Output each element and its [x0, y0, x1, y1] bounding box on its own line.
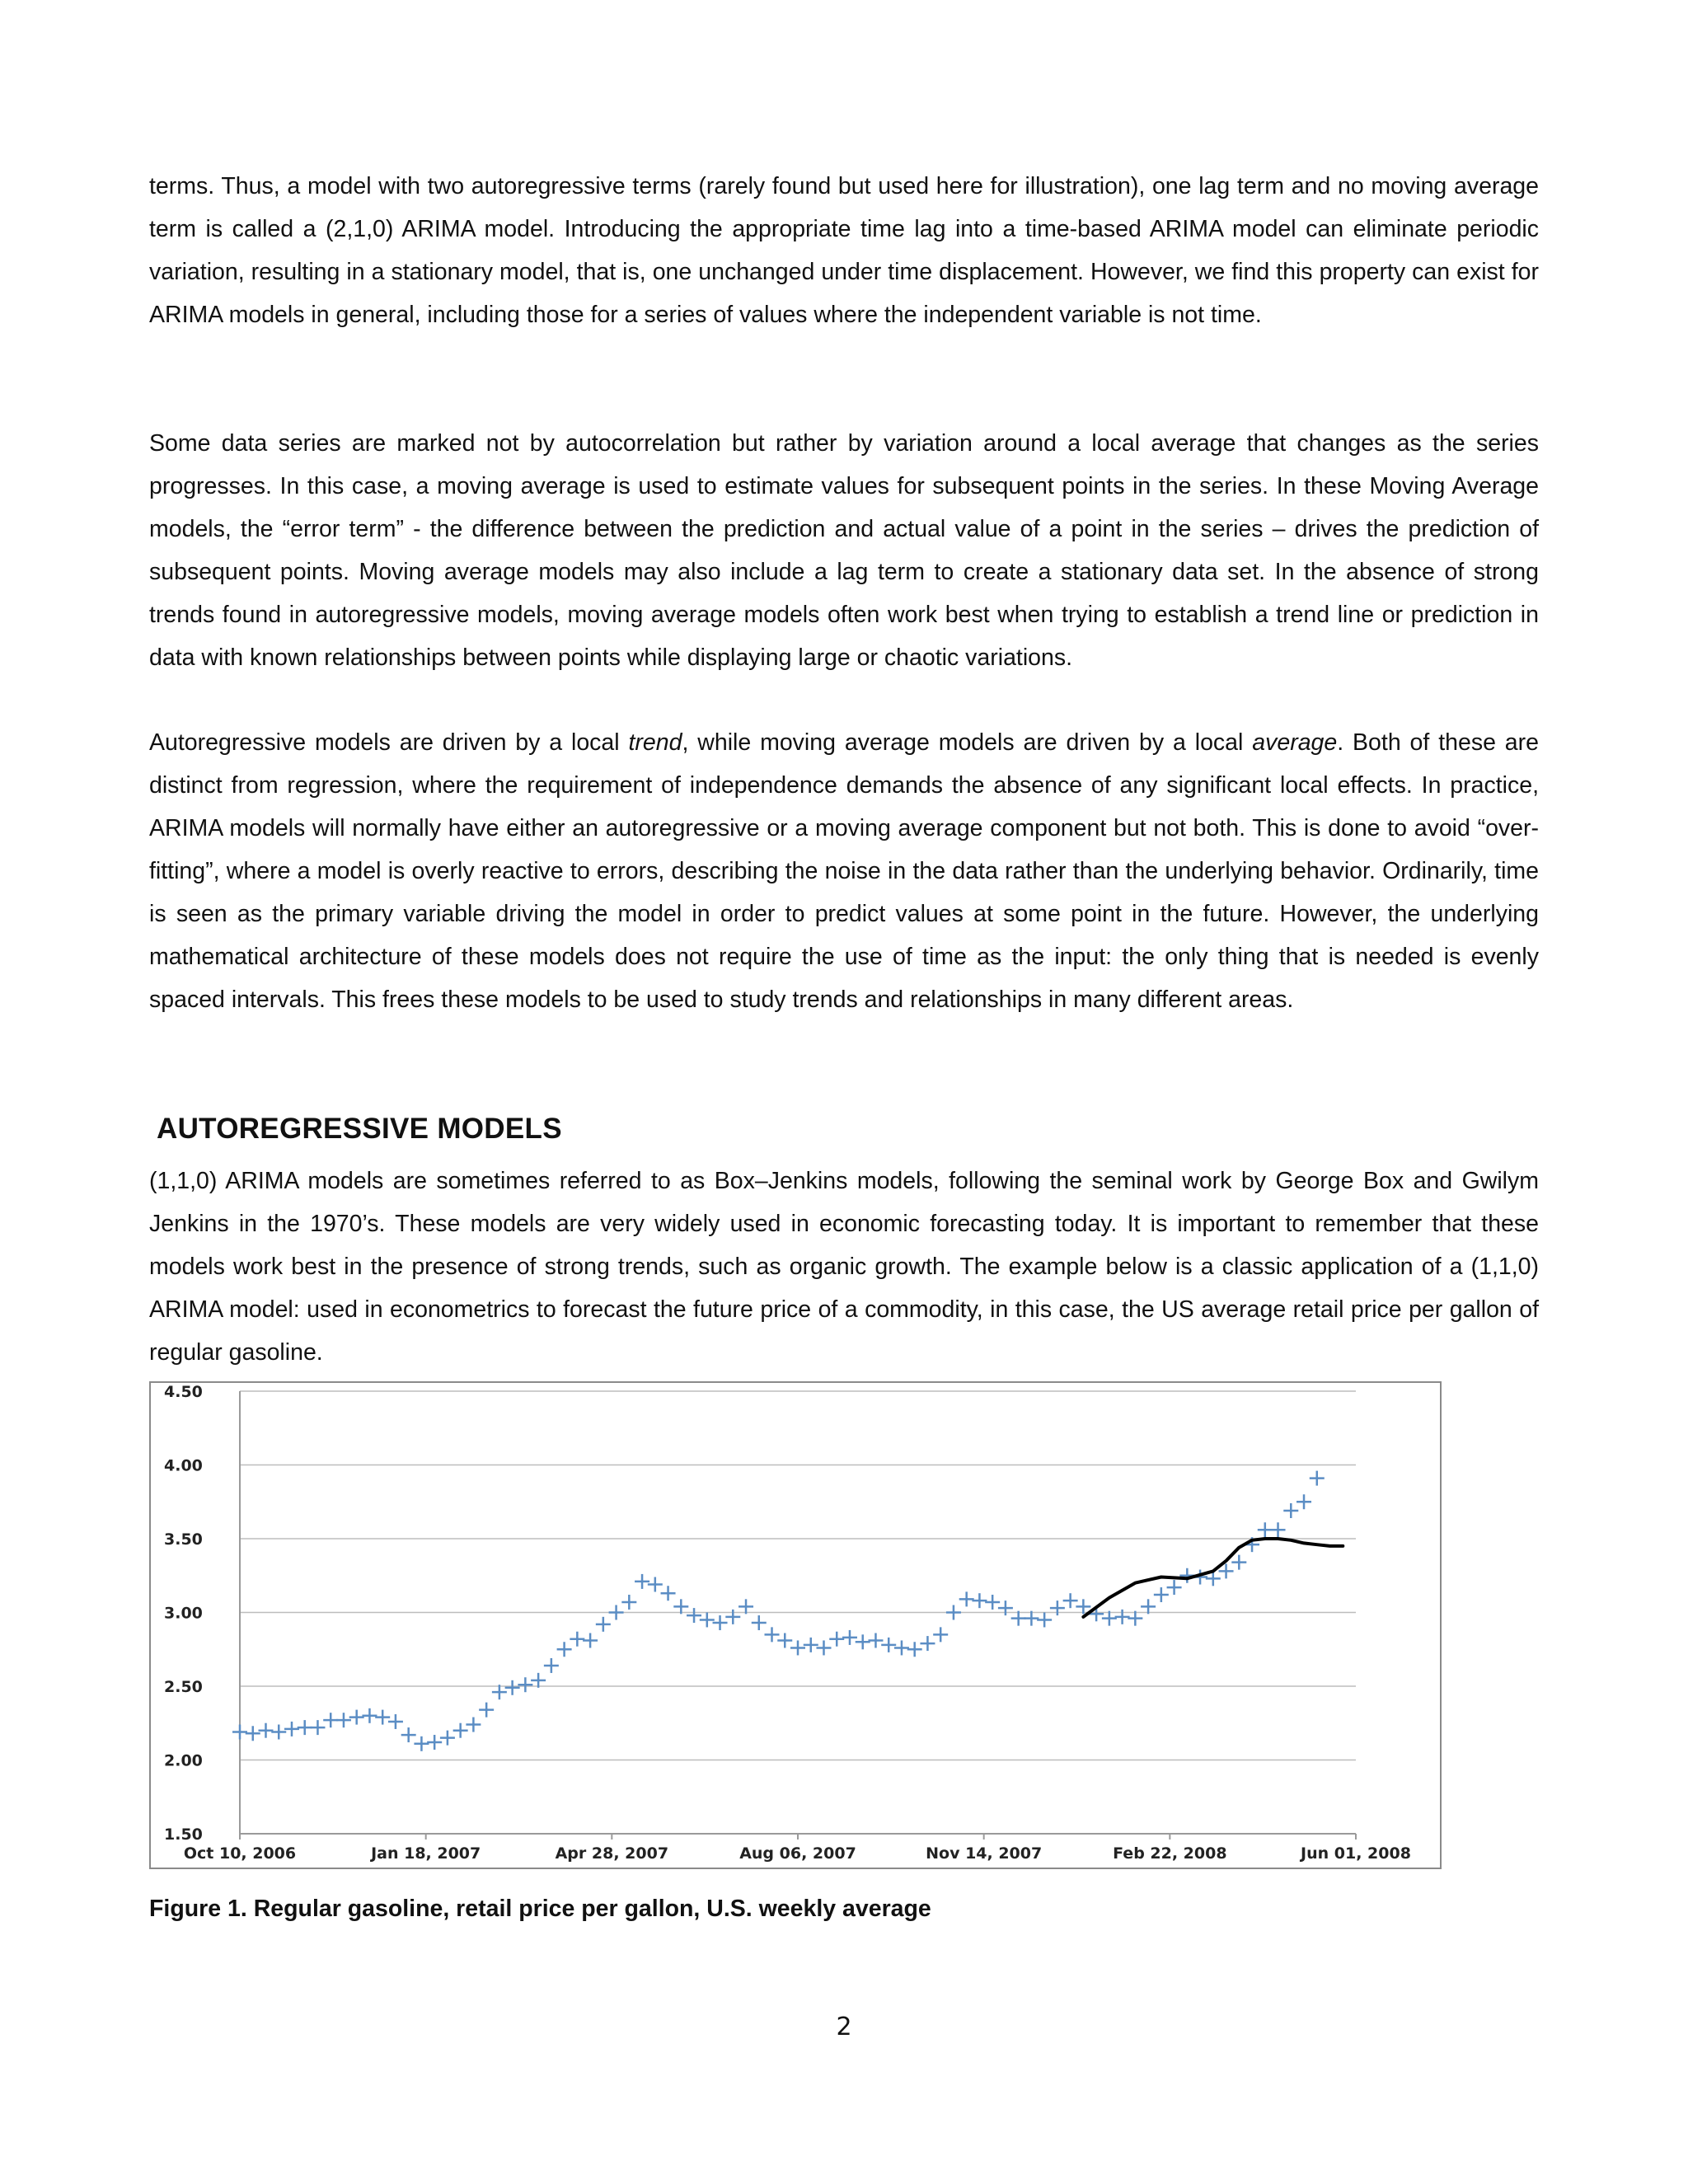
- x-tick-label: Jun 01, 2008: [1301, 1844, 1411, 1863]
- data-point-marker: [427, 1735, 442, 1750]
- data-point-marker: [1037, 1612, 1052, 1627]
- y-tick-label: 2.00: [164, 1751, 203, 1770]
- data-point-marker: [661, 1586, 676, 1601]
- data-point-marker: [933, 1627, 948, 1642]
- data-point-marker: [777, 1633, 792, 1648]
- data-point-marker: [1167, 1580, 1182, 1595]
- data-point-marker: [765, 1627, 780, 1642]
- data-point-marker: [246, 1726, 260, 1741]
- data-point-marker: [972, 1593, 987, 1608]
- data-point-marker: [1310, 1471, 1325, 1486]
- paragraph-trend-vs-average: [149, 721, 1539, 1021]
- data-point-marker: [609, 1605, 624, 1620]
- y-tick-label: 3.00: [164, 1604, 203, 1623]
- paragraph-moving-average: Some data series are marked not by autocorrelation but rather by variation around a local average that changes as the series progresses. In this case, a moving average is used to estimate values for subsequent points in the series. In these Moving Average models, the “error term” - the difference between the prediction and actual value of a point in the series – drives the prediction of subsequent points. Moving average models may also include a lag term to create a stationary data set. In the absence of strong trends found in autoregressive models, moving average models often work best when trying to establish a trend line or prediction in data with known relationships between points while displaying large or chaotic variations.: [149, 430, 1539, 671]
- x-tick-label: Apr 28, 2007: [555, 1844, 669, 1863]
- data-point-marker: [907, 1642, 922, 1657]
- data-point-marker: [466, 1718, 481, 1732]
- data-point-marker: [673, 1599, 688, 1614]
- data-point-marker: [1283, 1503, 1298, 1518]
- data-point-marker: [959, 1591, 974, 1606]
- data-point-marker: [596, 1617, 611, 1632]
- data-point-marker: [258, 1723, 273, 1738]
- emphasis-average: average: [1252, 729, 1338, 756]
- data-point-marker: [492, 1685, 507, 1699]
- page-number: 2: [836, 2013, 852, 2041]
- y-tick-label: 3.50: [164, 1530, 203, 1549]
- data-point-marker: [570, 1632, 584, 1647]
- data-point-marker: [1115, 1610, 1130, 1624]
- data-point-marker: [790, 1640, 805, 1655]
- data-point-marker: [1271, 1522, 1286, 1537]
- data-point-marker: [440, 1731, 455, 1746]
- data-point-marker: [804, 1638, 818, 1652]
- data-point-marker: [505, 1680, 520, 1695]
- data-point-marker: [453, 1723, 468, 1738]
- section-heading: AUTOREGRESSIVE MODELS: [157, 1113, 562, 1145]
- data-point-marker: [1296, 1494, 1311, 1509]
- data-point-marker: [894, 1640, 909, 1655]
- data-point-marker: [1011, 1611, 1026, 1626]
- data-point-marker: [1050, 1601, 1065, 1615]
- data-point-marker: [1128, 1611, 1142, 1626]
- figure-caption: Figure 1. Regular gasoline, retail price per gallon, U.S. weekly average: [149, 1896, 931, 1922]
- data-point-marker: [687, 1608, 701, 1623]
- data-point-marker: [1024, 1611, 1039, 1626]
- data-point-marker: [401, 1727, 416, 1742]
- data-point-marker: [349, 1710, 364, 1725]
- data-point-marker: [1063, 1593, 1078, 1608]
- paragraph-arima-terms: terms. Thus, a model with two autoregressive terms (rarely found but used here for illustration), one lag term and no moving average term is called a (2,1,0) ARIMA model. Introducing the appropriate time lag into a time-based ARIMA model can eliminate periodic variation, resulting in a stationary model, that is, one unchanged under time displacement. However, we find this property can exist for ARIMA models in general, including those for a series of values where the independent variable is not time.: [149, 173, 1539, 328]
- chart-frame: [149, 1381, 1442, 1869]
- x-tick-label: Oct 10, 2006: [183, 1844, 297, 1863]
- data-point-marker: [998, 1601, 1013, 1615]
- paragraph-text: , while moving average models are driven by a local: [682, 729, 1253, 756]
- paragraph-text: . Both of these are distinct from regression, where the requirement of independence demands the absence of any significant local effects. In practice, ARIMA models will normally have either an autoregressive or a moving average component but not both. This is done to avoid “over-fitting”, where a model is overly reactive to errors, describing the noise in the data rather than the underlying behavior. Ordinarily, time is seen as the primary variable driving the model in order to predict values at some point in the future. However, the underlying mathematical architecture of these models does not require the use of time as the input: the only thing that is needed is evenly spaced intervals. This frees these models to be used to study trends and relationships in many different areas.: [149, 729, 1539, 1013]
- data-point-marker: [323, 1713, 338, 1727]
- data-point-marker: [271, 1724, 286, 1739]
- paragraph-box-jenkins: (1,1,0) ARIMA models are sometimes referred to as Box–Jenkins models, following the seminal work by George Box and Gwilym Jenkins in the 1970’s. These models are very widely used in economic forecasting today. It is important to remember that these models work best in the presence of strong trends, such as organic growth. The example below is a classic application of a (1,1,0) ARIMA model: used in econometrics to forecast the future price of a commodity, in this case, the US average retail price per gallon of regular gasoline.: [149, 1168, 1539, 1366]
- y-tick-label: 2.50: [164, 1678, 203, 1696]
- data-point-marker: [621, 1595, 636, 1610]
- data-point-marker: [635, 1574, 649, 1589]
- data-point-marker: [920, 1636, 935, 1651]
- data-point-marker: [479, 1703, 494, 1718]
- data-point-marker: [1102, 1611, 1117, 1626]
- data-point-marker: [725, 1610, 740, 1624]
- paragraph-text: Autoregressive models are driven by a local: [149, 729, 629, 756]
- data-point-marker: [868, 1633, 883, 1648]
- data-point-marker: [1154, 1587, 1169, 1602]
- data-point-marker: [700, 1612, 715, 1627]
- data-point-marker: [713, 1615, 728, 1630]
- data-point-marker: [232, 1724, 247, 1739]
- data-point-marker: [518, 1677, 532, 1692]
- data-point-marker: [375, 1710, 390, 1725]
- data-point-marker: [829, 1632, 844, 1647]
- data-point-marker: [1231, 1555, 1246, 1570]
- emphasis-trend: trend: [628, 729, 682, 756]
- data-point-marker: [414, 1736, 429, 1751]
- data-point-marker: [362, 1708, 377, 1723]
- x-tick-label: Jan 18, 2007: [371, 1844, 481, 1863]
- data-point-marker: [583, 1633, 598, 1648]
- data-point-marker: [842, 1630, 857, 1645]
- x-tick-label: Aug 06, 2007: [739, 1844, 856, 1863]
- data-point-marker: [946, 1605, 961, 1620]
- data-point-marker: [738, 1599, 753, 1614]
- data-point-marker: [531, 1673, 546, 1688]
- y-tick-label: 1.50: [164, 1825, 203, 1844]
- data-point-marker: [856, 1634, 870, 1649]
- data-point-marker: [298, 1720, 312, 1735]
- data-point-marker: [816, 1640, 831, 1655]
- data-point-marker: [648, 1577, 663, 1591]
- data-point-marker: [310, 1720, 325, 1735]
- data-point-marker: [985, 1595, 1000, 1610]
- data-point-marker: [881, 1638, 896, 1652]
- y-tick-label: 4.50: [164, 1383, 203, 1401]
- x-tick-label: Nov 14, 2007: [926, 1844, 1043, 1863]
- data-point-marker: [544, 1658, 559, 1673]
- data-point-marker: [1141, 1599, 1156, 1614]
- gasoline-price-chart: [151, 1383, 1440, 1868]
- x-tick-label: Feb 22, 2008: [1113, 1844, 1227, 1863]
- data-point-marker: [284, 1722, 299, 1736]
- data-point-marker: [388, 1714, 403, 1729]
- data-point-marker: [557, 1642, 572, 1657]
- data-point-marker: [1258, 1522, 1273, 1537]
- data-point-marker: [336, 1713, 351, 1727]
- y-tick-label: 4.00: [164, 1456, 203, 1475]
- data-point-marker: [752, 1615, 767, 1630]
